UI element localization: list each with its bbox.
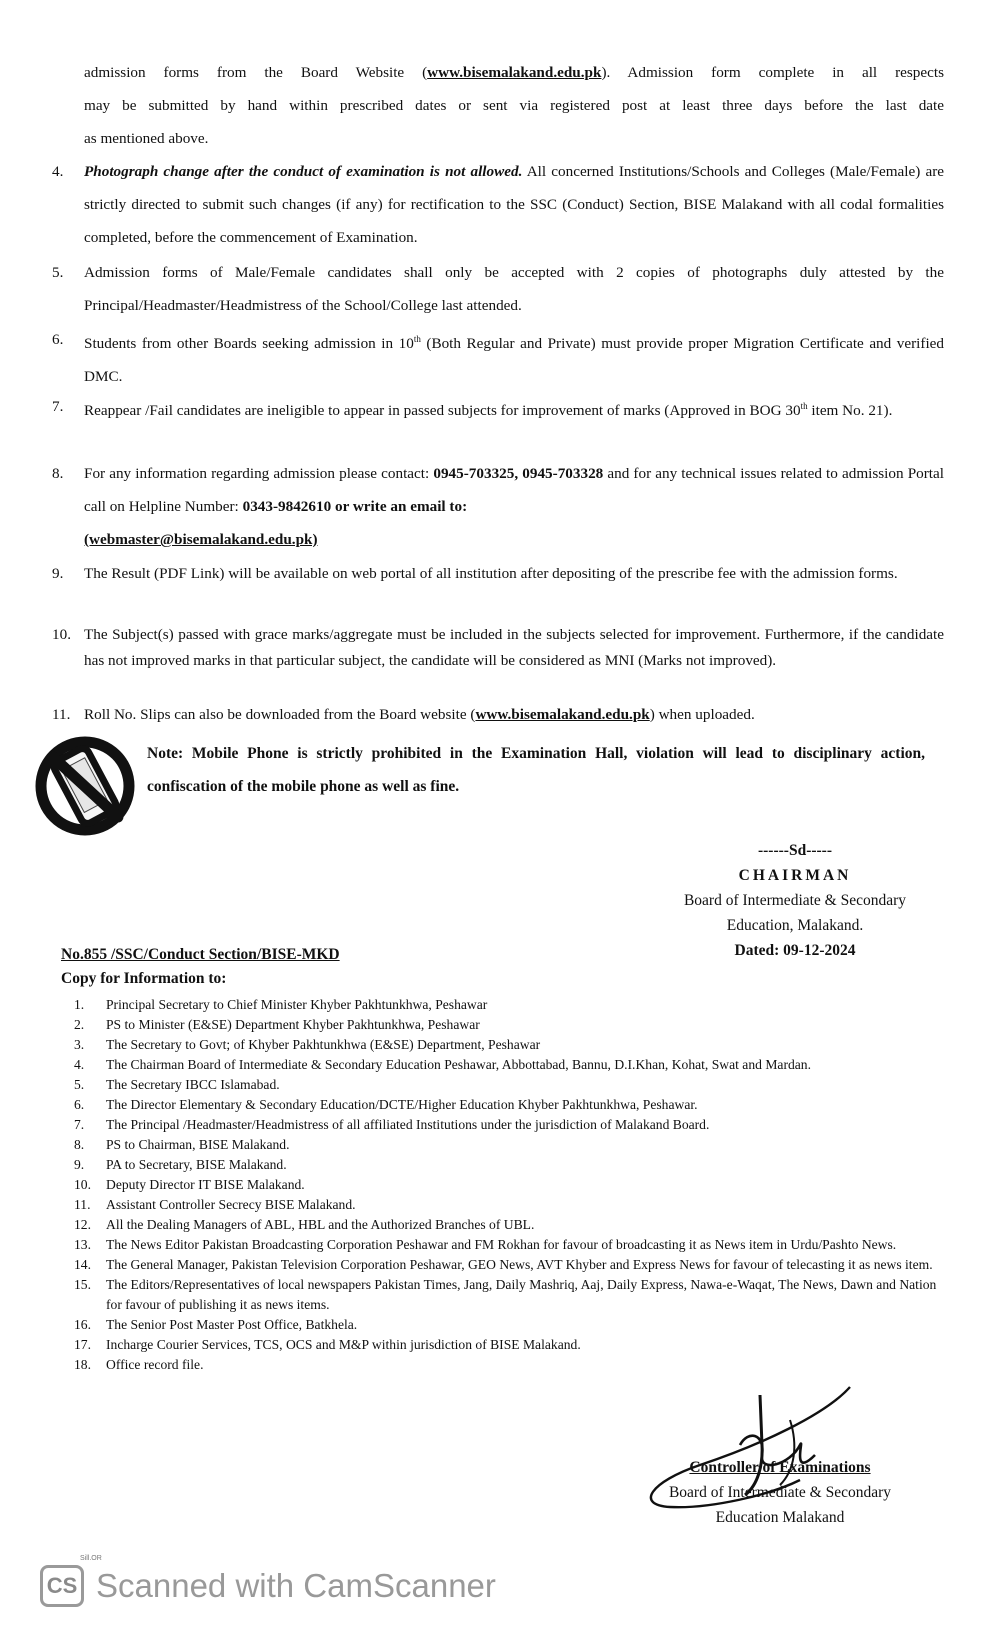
copy-list-item [60, 1095, 940, 1115]
copy-item-text: The Chairman Board of Intermediate & Secondary Education Peshawar, Abbottabad, Bannu, D.I.Khan, Kohat, Swat and Mardan. [106, 1057, 812, 1072]
copy-list-item [60, 1015, 940, 1035]
copy-item-number: 4. [74, 1057, 85, 1072]
board-location-line: Education, Malakand. [726, 917, 864, 934]
paragraph-text: Students from other Boards seeking admission in 10 [84, 335, 414, 353]
paragraph-text: Reappear /Fail candidates are ineligible to appear in passed subjects for improvement of marks (Approved in BOG 30 [84, 402, 801, 420]
mobile-phone-note: Note: Mobile Phone is strictly prohibited in the Examination Hall, violation will lead to disciplinary action, confiscation of the mobile phone as well as fine. [147, 745, 925, 795]
watermark-text: Scanned with CamScanner [96, 1567, 496, 1604]
reference-number: No.855 /SSC/Conduct Section/BISE-MKD [61, 946, 340, 963]
copy-list-item [60, 1175, 940, 1195]
no-mobile-phone-icon [33, 733, 137, 839]
copy-item-number: 5. [74, 1077, 85, 1092]
email-link[interactable]: (webmaster@bisemalakand.edu.pk) [84, 531, 318, 548]
copy-list-item [60, 1315, 940, 1335]
copy-item-number: 10. [74, 1177, 91, 1192]
copy-item-number: 13. [74, 1237, 91, 1252]
paragraph-text: item No. 21). [807, 402, 893, 420]
copy-list-item [60, 1235, 940, 1255]
paragraph-text: as mentioned above. [84, 130, 209, 147]
copy-item-number: 15. [74, 1277, 91, 1292]
sd-mark: ------Sd----- [757, 842, 833, 859]
paragraph-text: For any information regarding admission please contact: [84, 465, 434, 482]
copy-list-item [60, 1115, 940, 1135]
paragraph-9: The Result (PDF Link) will be available on web portal of all institution after depositing of the prescribe fee with the admission forms. [84, 565, 898, 582]
paragraph-3-continued [84, 56, 944, 155]
copy-list-item [60, 995, 940, 1015]
item-number: 11. [52, 706, 71, 723]
copy-item-number: 16. [74, 1317, 91, 1332]
paragraph-text: or write an email to: [331, 498, 468, 515]
copy-item-text: Deputy Director IT BISE Malakand. [106, 1177, 305, 1192]
copy-heading: Copy for Information to: [61, 970, 227, 987]
copy-list-item [60, 1335, 940, 1355]
paragraph-text: (Both Regular and Private) must provide proper Migration Certificate and verified DMC. [84, 335, 945, 386]
chairman-signature-block [660, 838, 930, 963]
copy-list-item [60, 1155, 940, 1175]
paragraph-7 [84, 390, 944, 427]
board-website-link[interactable]: www.bisemalakand.edu.pk [475, 706, 650, 723]
copy-item-text: PA to Secretary, BISE Malakand. [106, 1157, 287, 1172]
superscript: th [413, 334, 421, 344]
paragraph-10: The Subject(s) passed with grace marks/aggregate must be included in the subjects selected for improvement. Furthermore, if the candidate has not improved marks in that particular subject, the candidate will be considered as MNI (Marks not improved). [84, 626, 944, 669]
copy-item-number: 7. [74, 1117, 85, 1132]
copy-item-text: The General Manager, Pakistan Television Corporation Peshawar, GEO News, AVT Khyber and Express News for favour of telecasting it as news item. [106, 1257, 933, 1272]
paragraph-text: ). Admission form complete in all respects [601, 64, 944, 81]
copy-item-text: PS to Chairman, BISE Malakand. [106, 1137, 290, 1152]
copy-item-number: 8. [74, 1137, 85, 1152]
copy-item-text: Office record file. [106, 1357, 204, 1372]
paragraph-text: ) when uploaded. [649, 706, 755, 723]
controller-title: Controller of Examinations [689, 1459, 871, 1476]
copy-item-text: The Editors/Representatives of local newspapers Pakistan Times, Jang, Daily Mashriq, Aaj, Daily Express, Nawa-e-Waqat, The News, Dawn and Nation for favour of publishing it as news items. [106, 1277, 937, 1312]
copy-item-number: 6. [74, 1097, 85, 1112]
paragraph-11 [84, 702, 944, 728]
item-number: 10. [52, 626, 71, 643]
paragraph-text: All concerned Institutions/Schools and Colleges (Male/Female) are strictly directed to submit such changes (if any) for rectification to the SSC (Conduct) Section, BISE Malakand with all codal formalities completed, before the commencement of Examination. [84, 163, 944, 246]
copy-item-text: Incharge Courier Services, TCS, OCS and M&P within jurisdiction of BISE Malakand. [106, 1337, 581, 1352]
superscript: th [800, 401, 808, 411]
copy-item-text: PS to Minister (E&SE) Department Khyber Pakhtunkhwa, Peshawar [106, 1017, 480, 1032]
copy-item-number: 11. [74, 1197, 91, 1212]
item-number: 9. [52, 565, 64, 582]
copy-list-item [60, 1135, 940, 1155]
copy-item-number: 12. [74, 1217, 91, 1232]
copy-item-text: The Senior Post Master Post Office, Batkhela. [106, 1317, 358, 1332]
photo-change-warning: Photograph change after the conduct of examination is not allowed. [84, 163, 523, 180]
admission-phone-numbers: 0945-703325, 0945-703328 [433, 465, 604, 482]
controller-signature-block [635, 1455, 925, 1530]
copy-list-item [60, 1275, 940, 1315]
copy-list-item [60, 1055, 940, 1075]
paragraph-text: Roll No. Slips can also be downloaded from the Board website ( [84, 706, 476, 723]
copy-item-text: All the Dealing Managers of ABL, HBL and the Authorized Branches of UBL. [106, 1217, 535, 1232]
copy-item-text: The Director Elementary & Secondary Education/DCTE/Higher Education Khyber Pakhtunkhwa, Peshawar. [106, 1097, 698, 1112]
issue-date: Dated: 09-12-2024 [734, 942, 856, 959]
copy-list-item [60, 1255, 940, 1275]
camscanner-logo-icon: CS [40, 1565, 84, 1607]
item-number: 5. [52, 264, 64, 281]
board-name-line: Board of Intermediate & Secondary [668, 1484, 892, 1501]
chairman-title: CHAIRMAN [738, 867, 852, 884]
copy-item-text: Assistant Controller Secrecy BISE Malakand. [106, 1197, 356, 1212]
copy-item-text: The Principal /Headmaster/Headmistress of all affiliated Institutions under the jurisdiction of Malakand Board. [106, 1117, 710, 1132]
copy-list-item [60, 1355, 940, 1375]
paragraph-6 [84, 323, 944, 393]
paragraph-text: admission forms from the Board Website ( [84, 64, 428, 81]
copy-list-item [60, 1035, 940, 1055]
copy-item-text: The News Editor Pakistan Broadcasting Corporation Peshawar and FM Rokhan for favour of broadcasting it as News item in Urdu/Pashto News. [106, 1237, 897, 1252]
copy-item-number: 9. [74, 1157, 85, 1172]
copy-item-number: 2. [74, 1017, 85, 1032]
paragraph-4 [84, 155, 944, 254]
helpline-number: 0343-9842610 [242, 498, 332, 515]
paragraph-8 [84, 457, 944, 556]
item-number: 6. [52, 331, 64, 348]
copy-item-text: The Secretary to Govt; of Khyber Pakhtunkhwa (E&SE) Department, Peshawar [106, 1037, 541, 1052]
item-number: 4. [52, 163, 64, 180]
item-number: 8. [52, 465, 64, 482]
copy-list-item [60, 1215, 940, 1235]
copy-list-item [60, 1195, 940, 1215]
copy-item-number: 18. [74, 1357, 91, 1372]
copy-item-number: 1. [74, 997, 85, 1012]
tiny-footer-text: Sill.OR [80, 1555, 102, 1562]
copy-list-item [60, 1075, 940, 1095]
copy-item-number: 17. [74, 1337, 91, 1352]
copy-item-number: 3. [74, 1037, 85, 1052]
board-location-line: Education Malakand [715, 1509, 845, 1526]
paragraph-text: may be submitted by hand within prescribed dates or sent via registered post at least three days before the last date [84, 97, 944, 114]
copy-item-text: Principal Secretary to Chief Minister Khyber Pakhtunkhwa, Peshawar [106, 997, 488, 1012]
paragraph-5: Admission forms of Male/Female candidates shall only be accepted with 2 copies of photographs duly attested by the Principal/Headmaster/Headmistress of the School/College last attended. [84, 264, 944, 314]
copy-item-text: The Secretary IBCC Islamabad. [106, 1077, 280, 1092]
camscanner-watermark [40, 1565, 496, 1607]
board-name-line: Board of Intermediate & Secondary [683, 892, 907, 909]
board-website-link[interactable]: www.bisemalakand.edu.pk [427, 64, 602, 81]
item-number: 7. [52, 398, 64, 415]
copy-item-number: 14. [74, 1257, 91, 1272]
copy-distribution-list [60, 995, 940, 1375]
paragraph-text: and for any technical issues related to admission Portal call on Helpline Number: [84, 465, 944, 515]
